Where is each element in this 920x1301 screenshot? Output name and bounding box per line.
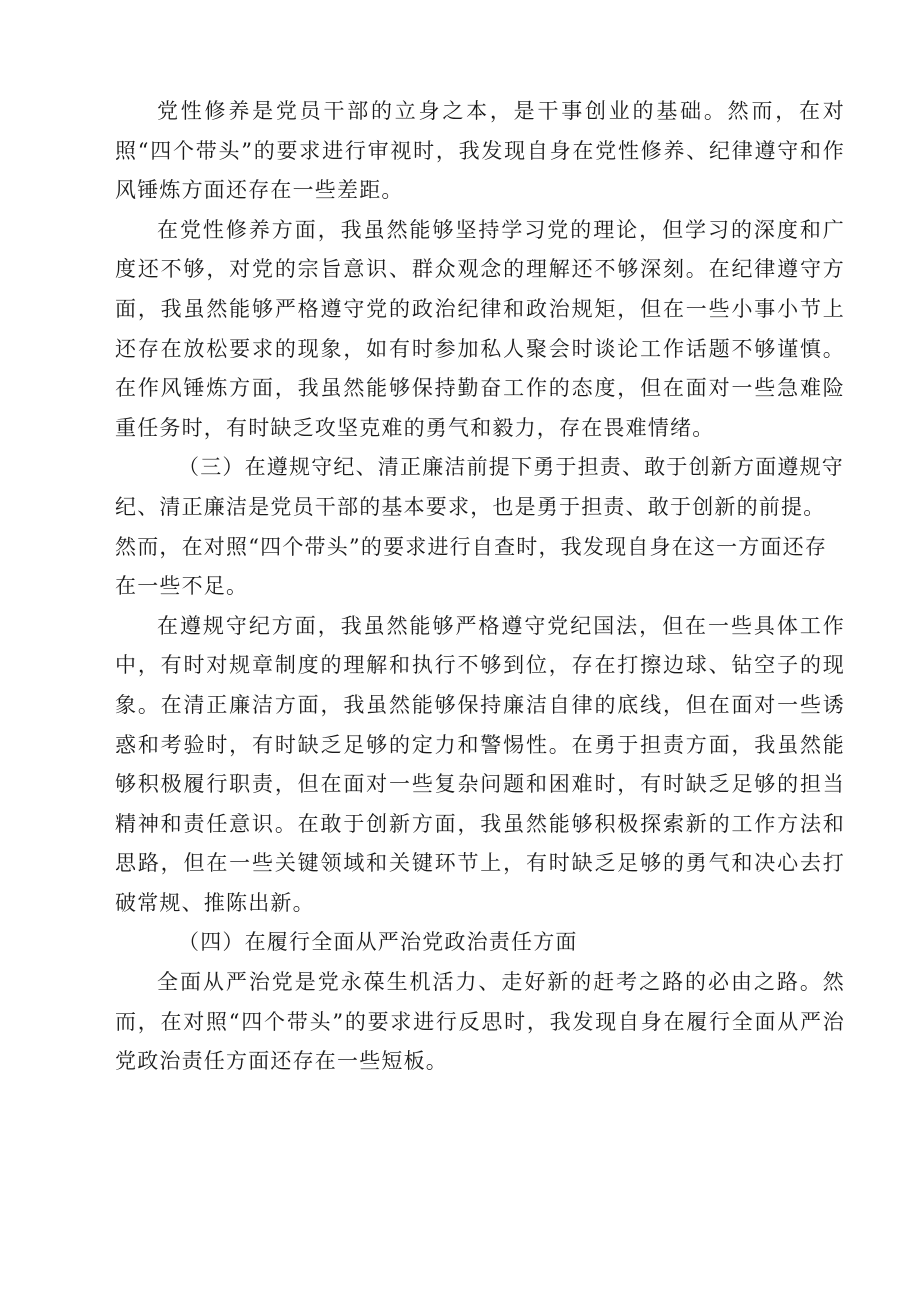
section-heading-3: （三）在遵规守纪、清正廉洁前提下勇于担责、敢于创新方面遵规守纪、清正廉洁是党员干部的基本要求，也是勇于担责、敢于创新的前提。然而，在对照“四个带头”的要求进行自查时，我发现自身在这一方面还存在一些不足。 (115, 455, 844, 599)
paragraph-party-spirit-intro: 党性修养是党员干部的立身之本，是干事创业的基础。然而，在对照“四个带头”的要求进行审视时，我发现自身在党性修养、纪律遵守和作风锤炼方面还存在一些差距。 (115, 99, 845, 203)
paragraph-discipline-details: 在遵规守纪方面，我虽然能够严格遵守党纪国法，但在一些具体工作中，有时对规章制度的理解和执行不够到位，存在打擦边球、钻空子的现象。在清正廉洁方面，我虽然能够保持廉洁自律的底线，但在面对一些诱惑和考验时，有时缺乏足够的定力和警惕性。在勇于担责方面，我虽然能够积极履行职责，但在面对一些复杂问题和困难时，有时缺乏足够的担当精神和责任意识。在敢于创新方面，我虽然能够积极探索新的工作方法和思路，但在一些关键领域和关键环节上，有时缺乏足够的勇气和决心去打破常规、推陈出新。 (115, 613, 845, 915)
paragraph-strict-governance-intro: 全面从严治党是党永葆生机活力、走好新的赶考之路的必由之路。然而，在对照“四个带头”的要求进行反思时，我发现自身在履行全面从严治党政治责任方面还存在一些短板。 (115, 970, 845, 1074)
document-page (115, 92, 845, 1082)
paragraph-party-spirit-details: 在党性修养方面，我虽然能够坚持学习党的理论，但学习的深度和广度还不够，对党的宗旨意识、群众观念的理解还不够深刻。在纪律遵守方面，我虽然能够严格遵守党的政治纪律和政治规矩，但在一些小事小节上还存在放松要求的现象，如有时参加私人聚会时谈论工作话题不够谨慎。在作风锤炼方面，我虽然能够保持勤奋工作的态度，但在面对一些急难险重任务时，有时缺乏攻坚克难的勇气和毅力，存在畏难情绪。 (115, 217, 845, 440)
section-heading-4: （四）在履行全面从严治党政治责任方面 (178, 930, 578, 955)
